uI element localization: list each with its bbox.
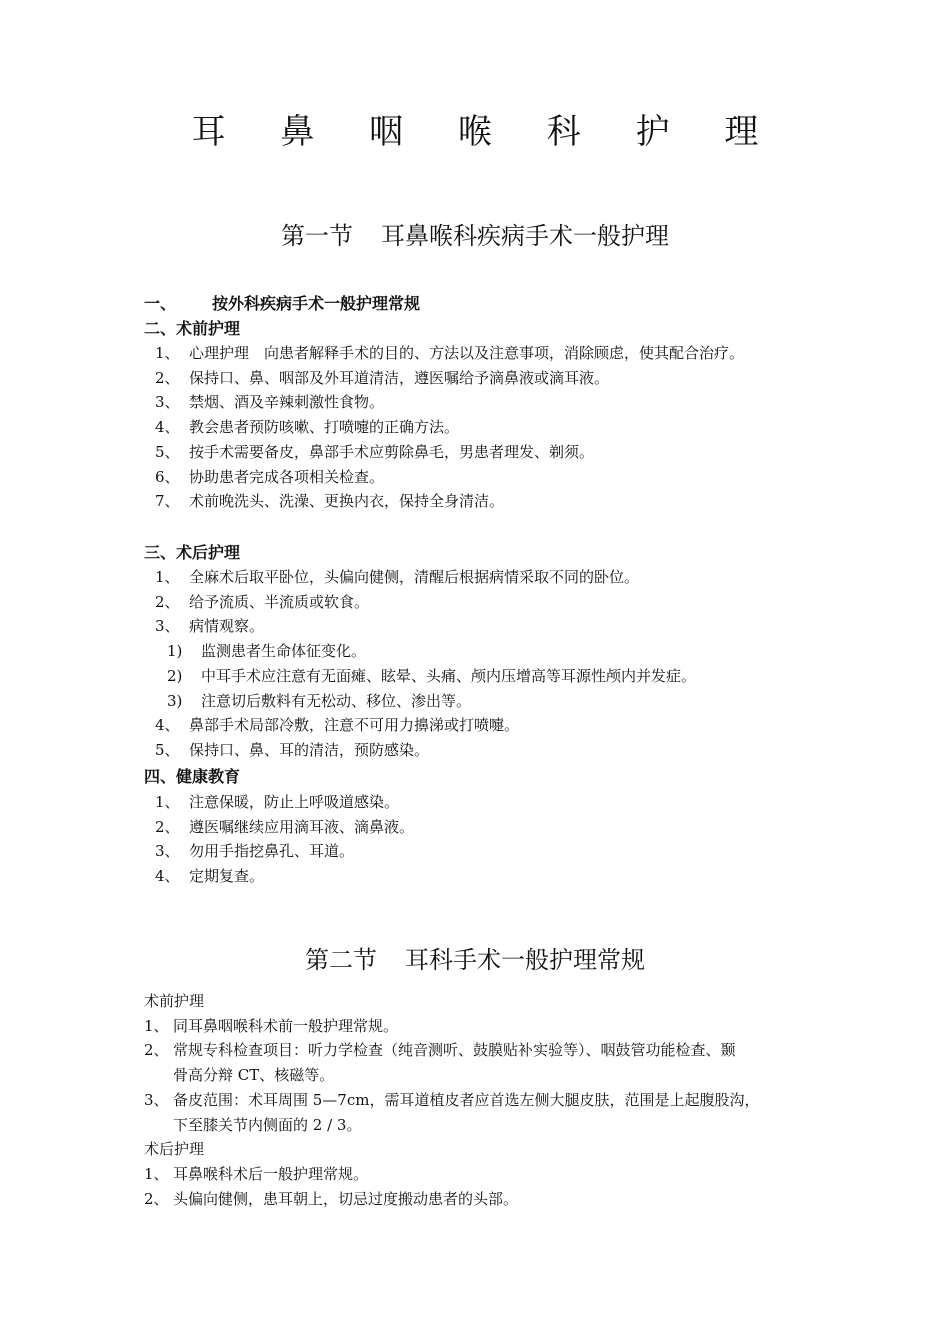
post-op-sub-item-text: 中耳手术应注意有无面瘫、眩晕、头痛、颅内压增高等耳源性颅内并发症。 — [201, 666, 697, 685]
post-op-sub-item — [167, 665, 696, 686]
post-op-item — [155, 591, 369, 612]
section2-post-heading: 术后护理 — [144, 1140, 205, 1159]
pre-op-item-text: 术前晚洗头、洗澡、更换内衣，保持全身清洁。 — [189, 492, 505, 511]
section1-title — [0, 216, 950, 251]
education-item — [155, 791, 399, 812]
pre-op-item — [155, 441, 594, 462]
document-title: 耳 鼻 咽 喉 科 护 理 — [191, 112, 781, 152]
post-op-item — [155, 566, 639, 587]
education-item-text: 注意保暖，防止上呼吸道感染。 — [189, 793, 400, 811]
section2-pre-item-num: 1、 — [144, 1016, 169, 1035]
pre-op-item — [155, 416, 459, 437]
pre-op-item-text: 教会患者预防咳嗽、打喷嚏的正确方法。 — [189, 418, 460, 437]
pre-op-item — [155, 367, 609, 388]
section2-post-item-num: 1、 — [144, 1164, 169, 1183]
post-op-item-text: 保持口、鼻、耳的清洁，预防感染。 — [189, 740, 430, 759]
section2-pre-item-text: 备皮范围：术耳周围 5—7cm，需耳道植皮者应首选左侧大腿皮肤，范围是上起腹股沟， — [173, 1090, 760, 1109]
section2-post-item — [144, 1188, 518, 1209]
pre-op-item-num: 6、 — [155, 467, 180, 486]
heading-4: 四、健康教育 — [144, 767, 241, 786]
section2-post-item-text: 耳鼻喉科术后一般护理常规。 — [173, 1164, 369, 1183]
post-op-sub-item-num: 3) — [167, 691, 183, 710]
education-item-text: 勿用手指挖鼻孔、耳道。 — [189, 842, 355, 861]
pre-op-item-text: 禁烟、酒及辛辣刺激性食物。 — [189, 393, 385, 412]
post-op-item-num: 5、 — [155, 740, 180, 759]
post-op-item — [155, 739, 429, 760]
section2-pre-item-cont-text: 下至膝关节内侧面的 2 / 3。 — [173, 1115, 362, 1134]
post-op-sub-item-num: 2) — [167, 666, 183, 685]
section2-pre-item — [144, 1089, 759, 1110]
section2-pre-item-num: 2、 — [144, 1041, 169, 1060]
education-item — [155, 816, 414, 837]
section2-pre-item-cont — [144, 1114, 361, 1135]
section2-pre-item-text: 常规专科检查项目：听力学检查（纯音测听、鼓膜贴补实验等）、咽鼓管功能检查、颞 — [173, 1041, 736, 1060]
pre-op-item-num: 5、 — [155, 442, 180, 461]
post-op-item-num: 4、 — [155, 716, 180, 735]
post-op-sub-item — [167, 690, 471, 711]
post-op-item-num: 3、 — [155, 617, 180, 636]
pre-op-item — [155, 490, 504, 511]
post-op-item — [155, 615, 264, 636]
pre-op-item-text: 心理护理 向患者解释手术的目的、方法以及注意事项，消除顾虑，使其配合治疗。 — [189, 344, 745, 362]
pre-op-item — [155, 391, 384, 412]
section2-post-item — [144, 1163, 368, 1184]
section2-pre-item — [144, 1015, 398, 1036]
education-item — [155, 865, 264, 886]
post-op-item-text: 病情观察。 — [189, 617, 265, 636]
post-op-sub-item-text: 监测患者生命体征变化。 — [201, 642, 367, 661]
education-item-text: 定期复查。 — [189, 867, 265, 886]
post-op-item-num: 2、 — [155, 592, 180, 611]
section2-post-item-text: 头偏向健侧，患耳朝上，切忌过度搬动患者的头部。 — [173, 1189, 519, 1208]
heading-1-text: 按外科疾病手术一般护理常规 — [212, 294, 421, 313]
heading-2: 二、术前护理 — [144, 319, 241, 338]
post-op-sub-item-num: 1) — [167, 642, 183, 661]
section1-label: 第一节 — [281, 222, 353, 250]
post-op-item-text: 给予流质、半流质或软食。 — [189, 592, 370, 611]
pre-op-item-text: 协助患者完成各项相关检查。 — [189, 467, 385, 486]
section2-pre-item-num: 3、 — [144, 1090, 169, 1109]
education-item — [155, 840, 354, 861]
pre-op-item-num: 2、 — [155, 368, 180, 387]
section2-label: 第二节 — [305, 946, 377, 974]
post-op-sub-item — [167, 640, 366, 661]
pre-op-item-num: 3、 — [155, 393, 180, 412]
section2-pre-item — [144, 1039, 736, 1060]
section2-pre-item-cont — [144, 1064, 334, 1085]
post-op-item-num: 1、 — [155, 568, 180, 586]
section2-pre-item-cont-text: 骨高分辩 CT、核磁等。 — [173, 1066, 335, 1085]
post-op-item — [155, 714, 519, 735]
pre-op-item — [155, 342, 744, 363]
post-op-item-text: 全麻术后取平卧位，头偏向健侧，清醒后根据病情采取不同的卧位。 — [189, 568, 640, 586]
section2-name: 耳科手术一般护理常规 — [405, 946, 645, 974]
section1-name: 耳鼻喉科疾病手术一般护理 — [381, 222, 669, 250]
section2-post-item-num: 2、 — [144, 1189, 169, 1208]
pre-op-item-text: 保持口、鼻、咽部及外耳道清洁，遵医嘱给予滴鼻液或滴耳液。 — [189, 368, 610, 387]
section2-pre-heading: 术前护理 — [144, 992, 205, 1010]
heading-1-num: 一、 — [144, 294, 177, 313]
pre-op-item-num: 1、 — [155, 344, 180, 362]
education-item-num: 2、 — [155, 817, 180, 836]
education-item-num: 3、 — [155, 842, 180, 861]
post-op-sub-item-text: 注意切后敷料有无松动、移位、渗出等。 — [201, 691, 472, 710]
pre-op-item — [155, 466, 384, 487]
education-item-num: 1、 — [155, 793, 180, 811]
section2-title — [0, 940, 950, 975]
education-item-num: 4、 — [155, 867, 180, 886]
post-op-item-text: 鼻部手术局部冷敷，注意不可用力擤涕或打喷嚏。 — [189, 716, 520, 735]
pre-op-item-num: 4、 — [155, 418, 180, 437]
heading-1 — [144, 291, 420, 314]
pre-op-item-num: 7、 — [155, 492, 180, 511]
heading-3: 三、术后护理 — [144, 543, 241, 562]
pre-op-item-text: 按手术需要备皮，鼻部手术应剪除鼻毛，男患者理发、剃须。 — [189, 442, 595, 461]
education-item-text: 遵医嘱继续应用滴耳液、滴鼻液。 — [189, 817, 415, 836]
section2-pre-item-text: 同耳鼻咽喉科术前一般护理常规。 — [173, 1016, 399, 1035]
